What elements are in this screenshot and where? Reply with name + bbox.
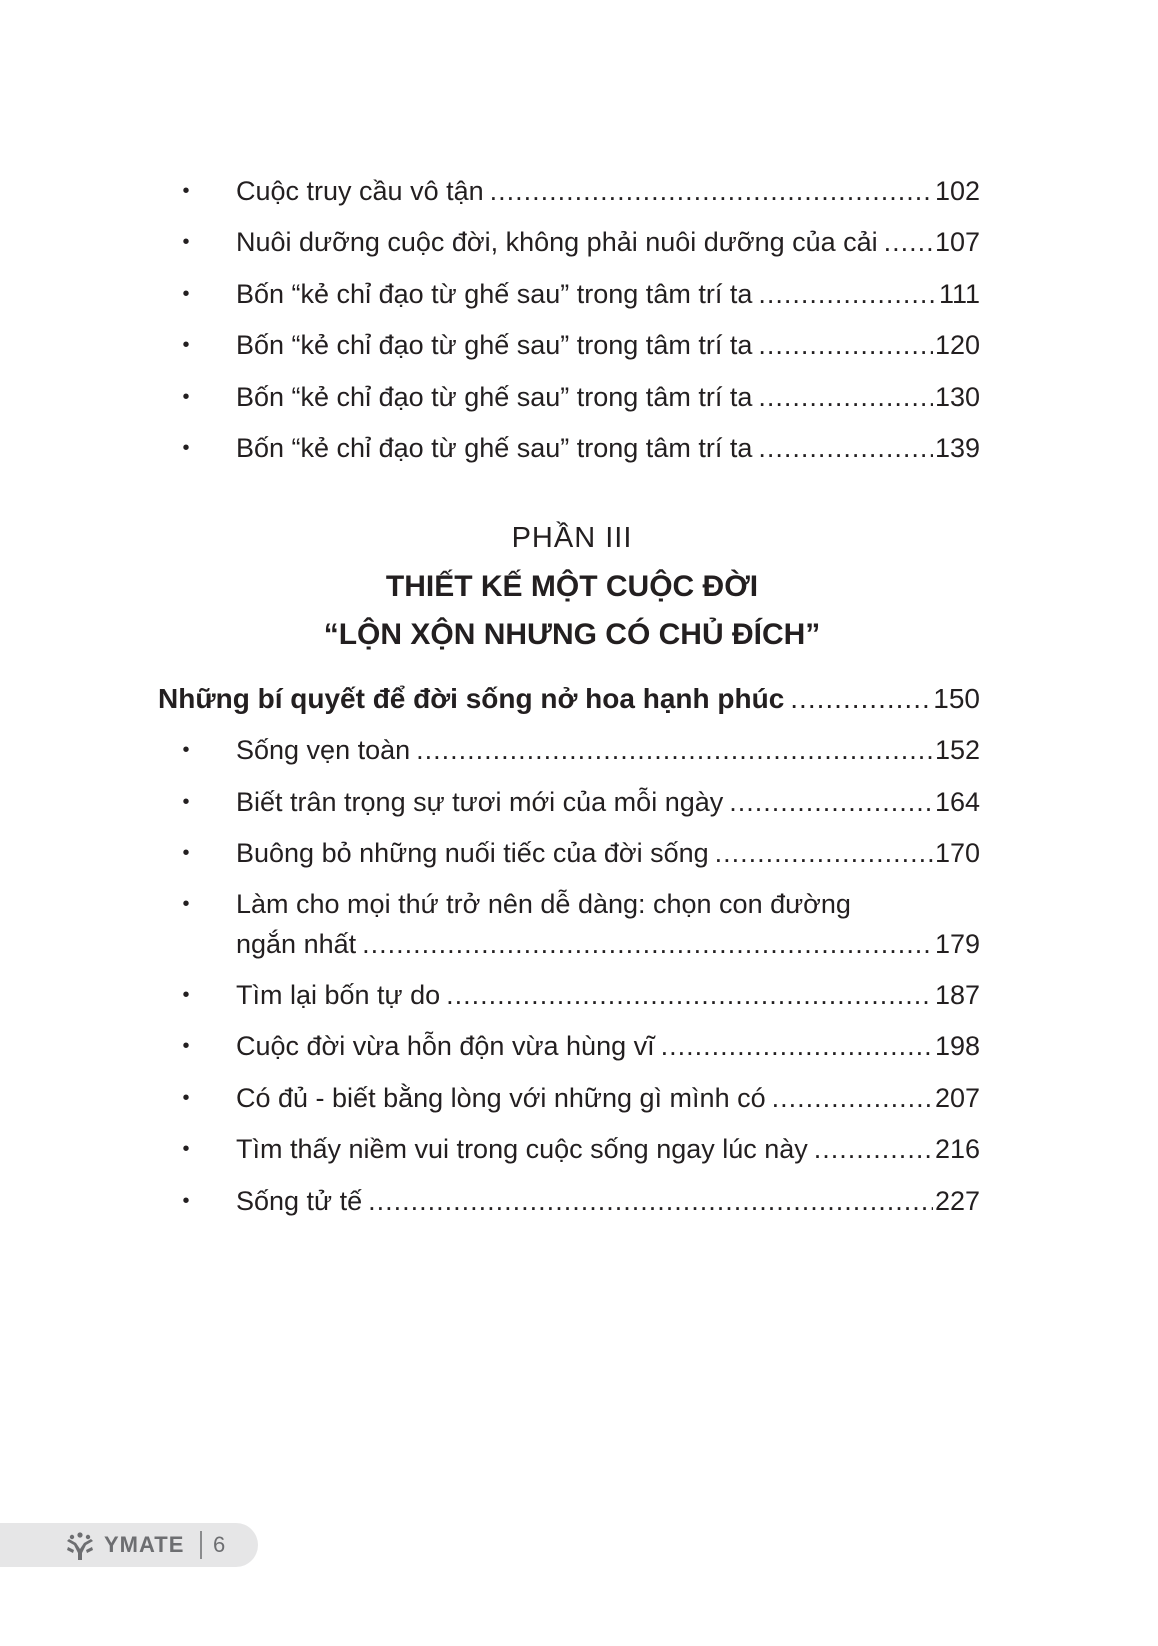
toc-entry-page: 198 [934, 1031, 980, 1061]
toc-entry-title: Sống tử tế [236, 1186, 363, 1216]
toc-entry[interactable] [182, 1025, 980, 1067]
dot-leader [490, 170, 933, 212]
toc-entry[interactable] [182, 170, 980, 212]
dot-leader [416, 729, 933, 771]
bullet: • [182, 1087, 190, 1109]
part-label: PHẦN III [511, 522, 633, 554]
toc-chapter-title: Những bí quyết để đời sống nở hoa hạnh phúc [158, 683, 785, 714]
toc-entry[interactable] [182, 974, 980, 1016]
toc-entry-page: 107 [934, 227, 980, 257]
footer-brand: YMATE [104, 1532, 185, 1557]
bullet: • [182, 842, 190, 864]
toc-entry[interactable] [182, 221, 980, 263]
toc-entry-page: 164 [934, 787, 980, 817]
toc-entry-title: Cuộc đời vừa hỗn độn vừa hùng vĩ [236, 1031, 655, 1061]
dot-leader [758, 427, 933, 469]
toc-entry-title: Cuộc truy cầu vô tận [236, 176, 484, 206]
toc-entry-page: 102 [934, 176, 980, 206]
toc-entry-title-line1: Làm cho mọi thứ trở nên dễ dàng: chọn con đường [236, 889, 851, 919]
bullet: • [182, 1138, 190, 1160]
toc-entry-page: 227 [934, 1186, 980, 1216]
toc-entry-page: 216 [934, 1134, 980, 1164]
toc-entry-title: Bốn “kẻ chỉ đạo từ ghế sau” trong tâm trí ta [236, 433, 753, 463]
toc-entry-title: Biết trân trọng sự tươi mới của mỗi ngày [236, 787, 724, 817]
toc-entry-page: 139 [934, 433, 980, 463]
dot-leader [661, 1025, 933, 1067]
toc-entry-title: Có đủ - biết bằng lòng với những gì mình có [236, 1083, 766, 1113]
toc-entry[interactable] [182, 427, 980, 469]
bullet: • [182, 1190, 190, 1212]
dot-leader [758, 376, 933, 418]
dot-leader [446, 974, 933, 1016]
dot-leader [772, 1077, 933, 1119]
toc-chapter-entry[interactable] [158, 678, 980, 720]
toc-entry-title: Buông bỏ những nuối tiếc của đời sống [236, 838, 709, 868]
toc-entry-title: Bốn “kẻ chỉ đạo từ ghế sau” trong tâm trí ta [236, 279, 753, 309]
dot-leader [758, 273, 937, 315]
toc-entry-title: Bốn “kẻ chỉ đạo từ ghế sau” trong tâm trí ta [236, 330, 753, 360]
toc-entry-title: Nuôi dưỡng cuộc đời, không phải nuôi dưỡng của cải [236, 227, 878, 257]
toc-entry-title: Tìm thấy niềm vui trong cuộc sống ngay lúc này [236, 1134, 808, 1164]
part-title-line1: THIẾT KẾ MỘT CUỘC ĐỜI [385, 570, 759, 603]
toc-entry-page: 152 [934, 735, 980, 765]
toc-entry-page: 120 [934, 330, 980, 360]
dot-leader [790, 678, 931, 720]
toc-entry-page: 179 [934, 929, 980, 959]
bullet: • [182, 893, 190, 915]
footer-pill [0, 1523, 258, 1567]
dot-leader [884, 221, 933, 263]
toc-entry-page: 207 [934, 1083, 980, 1113]
dot-leader [362, 923, 933, 965]
toc-entry-title: Tìm lại bốn tự do [236, 980, 441, 1010]
toc-entry[interactable] [182, 1180, 980, 1222]
toc-entry[interactable] [182, 1128, 980, 1170]
bullet: • [182, 739, 190, 761]
bullet: • [182, 437, 190, 459]
dot-leader [729, 781, 933, 823]
toc-entry[interactable] [182, 729, 980, 771]
toc-entry-title-line2: ngắn nhất [236, 929, 357, 959]
toc-entry[interactable] [182, 832, 980, 874]
toc-chapter-page: 150 [933, 683, 980, 714]
toc-entry[interactable] [182, 273, 980, 315]
bullet: • [182, 1035, 190, 1057]
toc-entry-page: 170 [934, 838, 980, 868]
bullet: • [182, 283, 190, 305]
toc-entry-title: Bốn “kẻ chỉ đạo từ ghế sau” trong tâm trí ta [236, 382, 753, 412]
bullet: • [182, 180, 190, 202]
part-title-line2: “LỘN XỘN NHƯNG CÓ CHỦ ĐÍCH” [323, 618, 821, 651]
toc-entry[interactable] [182, 324, 980, 366]
toc-entry-page: 111 [938, 279, 980, 309]
ymate-logo-icon [64, 1531, 96, 1561]
bullet: • [182, 791, 190, 813]
bullet: • [182, 386, 190, 408]
dot-leader [814, 1128, 933, 1170]
footer-divider [200, 1531, 202, 1559]
page-number: 6 [213, 1532, 226, 1557]
toc-entry[interactable] [182, 883, 980, 965]
toc-entry-page: 130 [934, 382, 980, 412]
toc-entry[interactable] [182, 1077, 980, 1119]
dot-leader [368, 1180, 933, 1222]
bullet: • [182, 984, 190, 1006]
toc-entry-page: 187 [934, 980, 980, 1010]
toc-entry-title: Sống vẹn toàn [236, 735, 411, 765]
toc-entry[interactable] [182, 376, 980, 418]
bullet: • [182, 231, 190, 253]
dot-leader [758, 324, 933, 366]
dot-leader [715, 832, 933, 874]
toc-entry[interactable] [182, 781, 980, 823]
bullet: • [182, 334, 190, 356]
